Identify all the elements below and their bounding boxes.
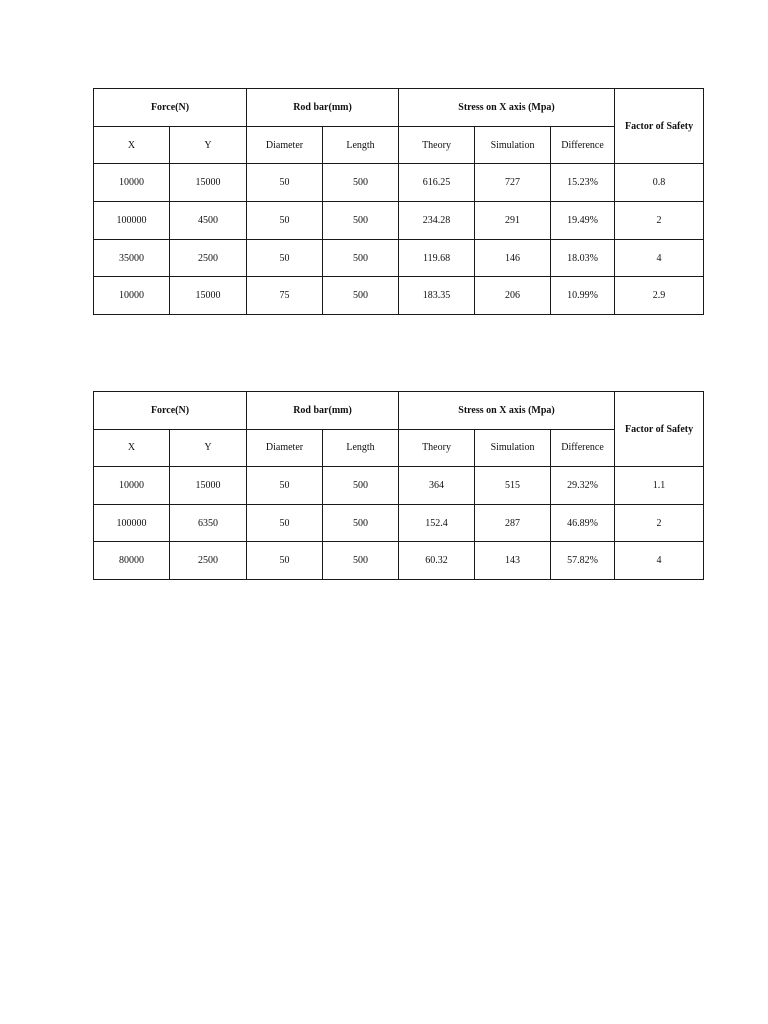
group-header-row	[94, 89, 704, 127]
cell-diameter: 50	[247, 504, 323, 542]
cell-force-y: 4500	[170, 202, 247, 240]
column-header-simulation: Simulation	[475, 429, 551, 467]
cell-difference: 46.89%	[551, 504, 615, 542]
column-header-y: Y	[170, 429, 247, 467]
column-header-length: Length	[323, 429, 399, 467]
cell-force-x: 80000	[94, 542, 170, 580]
cell-factor-of-safety: 2	[615, 504, 704, 542]
cell-difference: 18.03%	[551, 239, 615, 277]
column-header-difference: Difference	[551, 429, 615, 467]
cell-diameter: 50	[247, 239, 323, 277]
cell-length: 500	[323, 277, 399, 315]
cell-factor-of-safety: 4	[615, 239, 704, 277]
cell-theory: 152.4	[399, 504, 475, 542]
cell-factor-of-safety: 4	[615, 542, 704, 580]
cell-force-y: 15000	[170, 467, 247, 505]
column-header-y: Y	[170, 126, 247, 164]
factor-of-safety-header: Factor of Safety	[615, 392, 704, 467]
column-header-simulation: Simulation	[475, 126, 551, 164]
cell-theory: 234.28	[399, 202, 475, 240]
cell-simulation: 146	[475, 239, 551, 277]
cell-simulation: 291	[475, 202, 551, 240]
table-row	[94, 467, 704, 505]
rod-bar-header: Rod bar(mm)	[247, 89, 399, 127]
cell-simulation: 206	[475, 277, 551, 315]
cell-length: 500	[323, 164, 399, 202]
column-header-difference: Difference	[551, 126, 615, 164]
column-header-theory: Theory	[399, 126, 475, 164]
cell-force-y: 2500	[170, 542, 247, 580]
cell-force-x: 10000	[94, 164, 170, 202]
table-row	[94, 277, 704, 315]
cell-force-y: 6350	[170, 504, 247, 542]
force-header: Force(N)	[94, 89, 247, 127]
table-row	[94, 164, 704, 202]
column-header-x: X	[94, 429, 170, 467]
cell-factor-of-safety: 2.9	[615, 277, 704, 315]
cell-length: 500	[323, 202, 399, 240]
cell-length: 500	[323, 504, 399, 542]
table-row	[94, 542, 704, 580]
cell-simulation: 143	[475, 542, 551, 580]
cell-length: 500	[323, 239, 399, 277]
cell-theory: 183.35	[399, 277, 475, 315]
stress-header: Stress on X axis (Mpa)	[399, 392, 615, 430]
table-row	[94, 239, 704, 277]
table-row	[94, 202, 704, 240]
cell-diameter: 50	[247, 202, 323, 240]
group-header-row	[94, 392, 704, 430]
cell-difference: 29.32%	[551, 467, 615, 505]
cell-difference: 15.23%	[551, 164, 615, 202]
cell-difference: 10.99%	[551, 277, 615, 315]
sub-header-row	[94, 429, 704, 467]
cell-theory: 364	[399, 467, 475, 505]
cell-length: 500	[323, 467, 399, 505]
cell-force-y: 2500	[170, 239, 247, 277]
factor-of-safety-header: Factor of Safety	[615, 89, 704, 164]
column-header-diameter: Diameter	[247, 126, 323, 164]
cell-simulation: 287	[475, 504, 551, 542]
cell-force-x: 10000	[94, 277, 170, 315]
cell-length: 500	[323, 542, 399, 580]
cell-factor-of-safety: 0.8	[615, 164, 704, 202]
cell-simulation: 515	[475, 467, 551, 505]
rod-bar-header: Rod bar(mm)	[247, 392, 399, 430]
cell-force-y: 15000	[170, 277, 247, 315]
cell-factor-of-safety: 1.1	[615, 467, 704, 505]
cell-force-x: 100000	[94, 504, 170, 542]
cell-theory: 616.25	[399, 164, 475, 202]
sub-header-row	[94, 126, 704, 164]
cell-difference: 19.49%	[551, 202, 615, 240]
column-header-x: X	[94, 126, 170, 164]
stress-table-1	[93, 88, 704, 315]
cell-simulation: 727	[475, 164, 551, 202]
stress-table-2	[93, 391, 704, 580]
cell-diameter: 75	[247, 277, 323, 315]
cell-force-x: 35000	[94, 239, 170, 277]
cell-force-y: 15000	[170, 164, 247, 202]
cell-force-x: 100000	[94, 202, 170, 240]
cell-force-x: 10000	[94, 467, 170, 505]
cell-factor-of-safety: 2	[615, 202, 704, 240]
cell-diameter: 50	[247, 164, 323, 202]
column-header-theory: Theory	[399, 429, 475, 467]
cell-difference: 57.82%	[551, 542, 615, 580]
cell-diameter: 50	[247, 542, 323, 580]
force-header: Force(N)	[94, 392, 247, 430]
cell-theory: 119.68	[399, 239, 475, 277]
cell-theory: 60.32	[399, 542, 475, 580]
table-row	[94, 504, 704, 542]
stress-header: Stress on X axis (Mpa)	[399, 89, 615, 127]
column-header-diameter: Diameter	[247, 429, 323, 467]
cell-diameter: 50	[247, 467, 323, 505]
column-header-length: Length	[323, 126, 399, 164]
